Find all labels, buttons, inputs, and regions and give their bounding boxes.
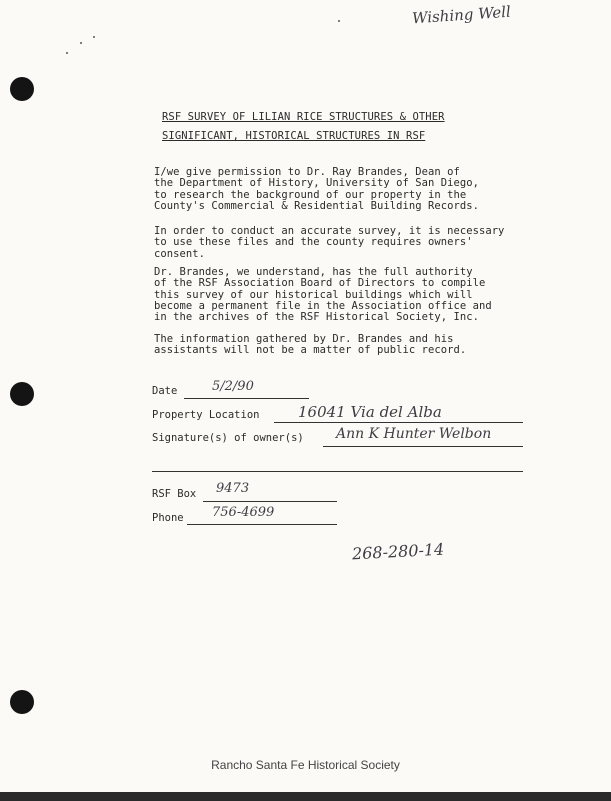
authority-paragraph: Dr. Brandes, we understand, has the full authority of the RSF Association Board of Directors to compile this survey of our historical buildings which will become a permanent file in the Association office and in the archives of the RSF Historical Society, Inc.: [154, 266, 492, 324]
property-location-label: Property Location: [152, 409, 260, 421]
phone-label: Phone: [152, 512, 184, 524]
heading-line-2: SIGNIFICANT, HISTORICAL STRUCTURES IN RSF: [162, 130, 426, 142]
date-line: [184, 398, 309, 399]
rsf-box-value: 9473: [216, 481, 250, 496]
paper-speck: [66, 52, 68, 54]
signature-label: Signature(s) of owner(s): [152, 432, 304, 444]
punch-hole: [10, 382, 34, 406]
paper-speck: [93, 36, 95, 38]
punch-hole: [10, 77, 34, 101]
scan-edge: [0, 792, 611, 801]
signature-value: Ann K Hunter Welbon: [336, 426, 492, 442]
signature-line: [323, 446, 523, 447]
property-location-line: [274, 422, 523, 423]
rsf-box-label: RSF Box: [152, 488, 197, 500]
heading-line-1: RSF SURVEY OF LILIAN RICE STRUCTURES & OTHER: [162, 111, 445, 123]
punch-hole: [10, 690, 34, 714]
date-label: Date: [152, 385, 178, 397]
property-location-value: 16041 Via del Alba: [298, 403, 442, 421]
consent-paragraph: In order to conduct an accurate survey, it is necessary to use these files and the county requires owners' consent.: [154, 225, 505, 260]
phone-line: [187, 524, 337, 525]
handwritten-note: Wishing Well: [411, 2, 512, 28]
rsf-box-line: [203, 501, 337, 502]
footer-watermark: Rancho Santa Fe Historical Society: [211, 758, 400, 772]
privacy-paragraph: The information gathered by Dr. Brandes and his assistants will not be a matter of public record.: [154, 333, 467, 357]
paper-speck: [338, 20, 340, 22]
permission-paragraph: I/we give permission to Dr. Ray Brandes, Dean of the Department of History, University of San Diego, to research the background of our property in the County's Commercial & Residential Building Records.: [154, 166, 479, 212]
phone-value: 756-4699: [212, 505, 275, 520]
paper-speck: [80, 42, 82, 44]
extra-signature-line: [152, 471, 523, 472]
date-value: 5/2/90: [212, 379, 254, 394]
parcel-number-annotation: 268-280-14: [351, 539, 445, 564]
